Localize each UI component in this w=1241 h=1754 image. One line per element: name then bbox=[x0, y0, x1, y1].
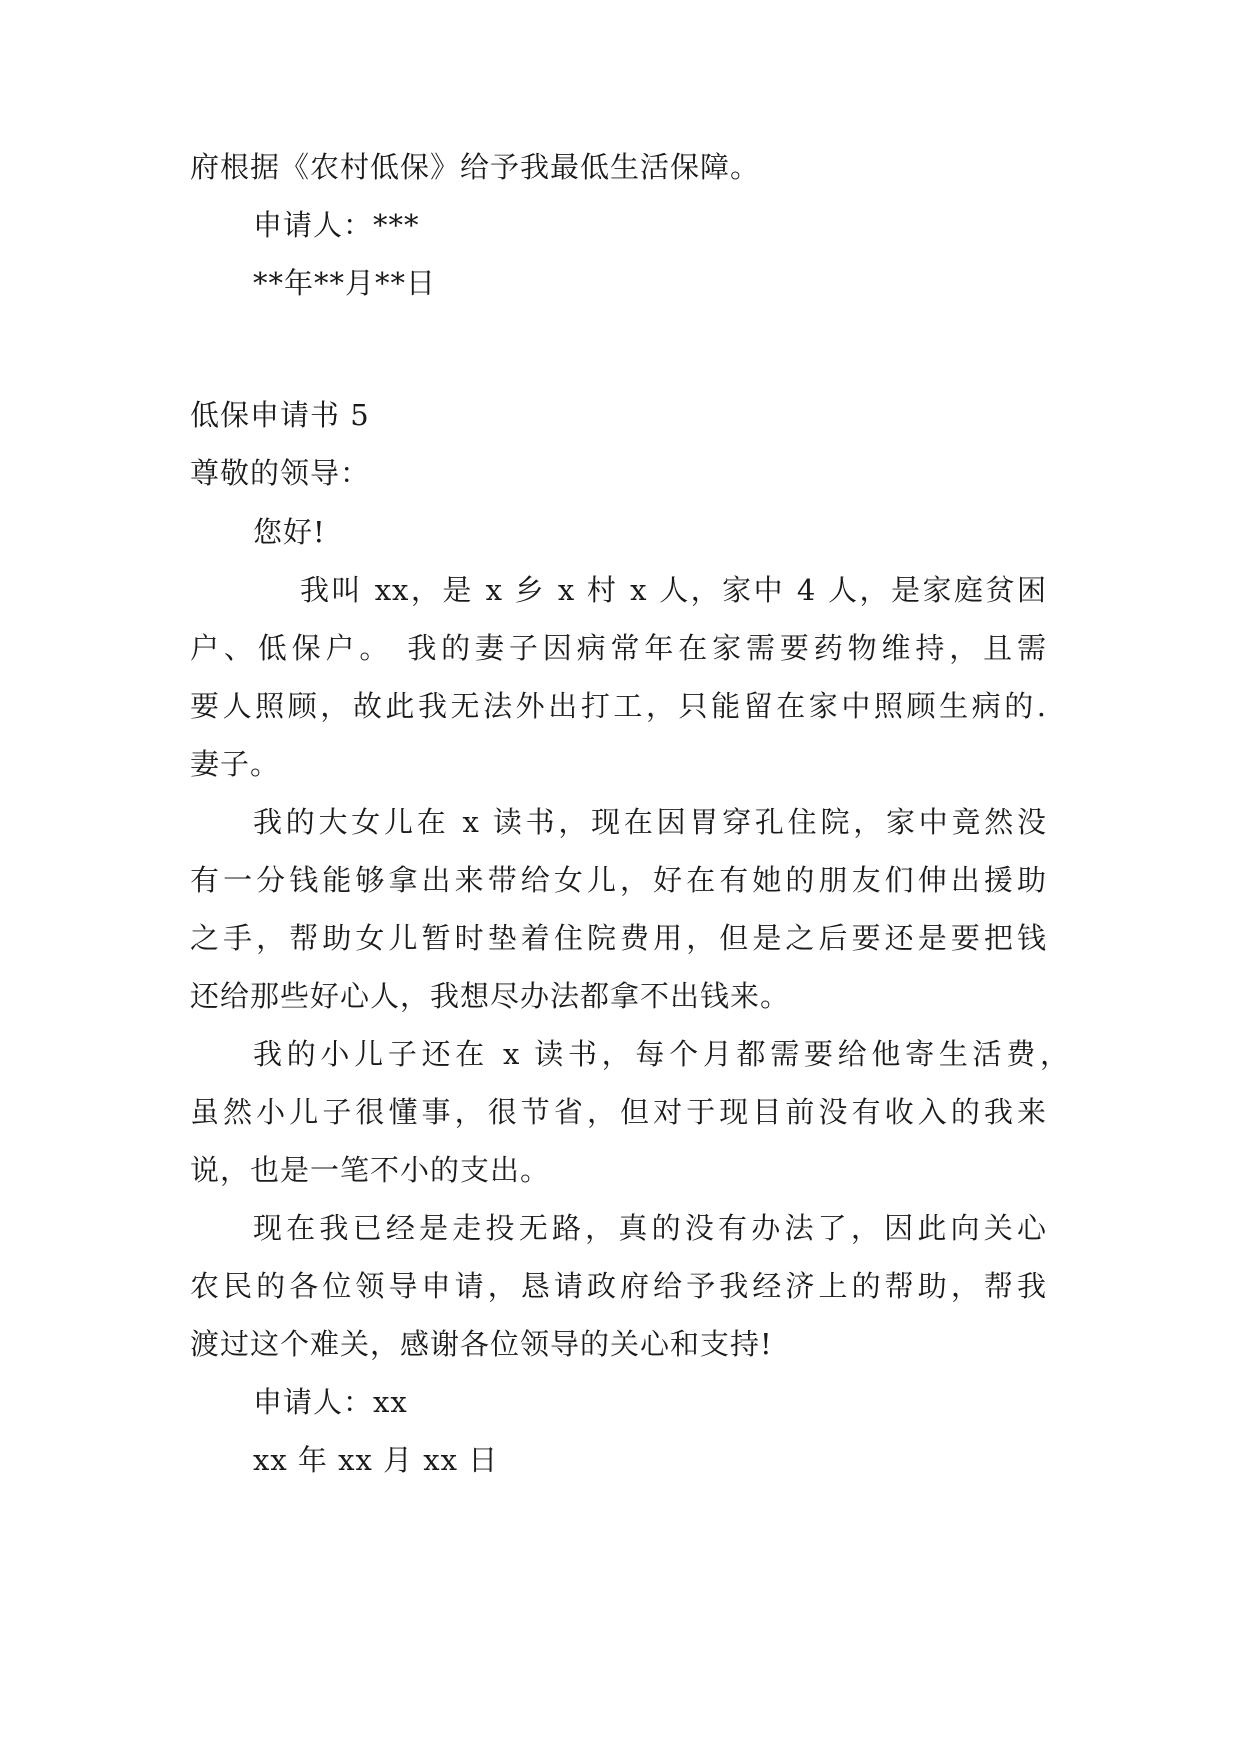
paragraph-2-line-2: 有一分钱能够拿出来带给女儿，好在有她的朋友们伸出援助 bbox=[190, 863, 1047, 897]
prev-letter-applicant: 申请人：*** bbox=[253, 208, 420, 242]
paragraph-3-line-2: 虽然小儿子很懂事，很节省，但对于现目前没有收入的我来 bbox=[190, 1095, 1047, 1129]
paragraph-1-line-2: 户、低保户。 我的妻子因病常年在家需要药物维持，且需 bbox=[190, 631, 1047, 665]
paragraph-4-line-2: 农民的各位领导申请，恳请政府给予我经济上的帮助，帮我 bbox=[190, 1269, 1047, 1303]
paragraph-2-line-4: 还给那些好心人，我想尽办法都拿不出钱来。 bbox=[190, 979, 791, 1013]
letter-date: xx 年 xx 月 xx 日 bbox=[253, 1443, 499, 1477]
paragraph-2-line-1: 我的大女儿在 x 读书，现在因胃穿孔住院，家中竟然没 bbox=[253, 805, 1047, 839]
prev-letter-date: **年**月**日 bbox=[253, 266, 437, 300]
prev-letter-tail: 府根据《农村低保》给予我最低生活保障。 bbox=[190, 150, 761, 184]
paragraph-1-line-1: 我叫 xx，是 x 乡 x 村 x 人，家中 4 人，是家庭贫困 bbox=[300, 573, 1047, 607]
letter-greeting: 您好! bbox=[253, 515, 326, 549]
paragraph-4-line-1: 现在我已经是走投无路，真的没有办法了，因此向关心 bbox=[253, 1211, 1047, 1245]
paragraph-2-line-3: 之手，帮助女儿暂时垫着住院费用，但是之后要还是要把钱 bbox=[190, 921, 1047, 955]
paragraph-1-line-3: 要人照顾，故此我无法外出打工，只能留在家中照顾生病的. bbox=[190, 689, 1047, 723]
paragraph-4-line-3: 渡过这个难关，感谢各位领导的关心和支持! bbox=[190, 1327, 773, 1361]
paragraph-1-line-4: 妻子。 bbox=[190, 747, 281, 781]
letter-salutation: 尊敬的领导： bbox=[190, 456, 371, 490]
letter-applicant: 申请人：xx bbox=[253, 1385, 408, 1419]
letter-title: 低保申请书 5 bbox=[190, 398, 370, 432]
paragraph-3-line-1: 我的小儿子还在 x 读书，每个月都需要给他寄生活费， bbox=[253, 1037, 1070, 1071]
paragraph-3-line-3: 说，也是一笔不小的支出。 bbox=[190, 1153, 551, 1187]
